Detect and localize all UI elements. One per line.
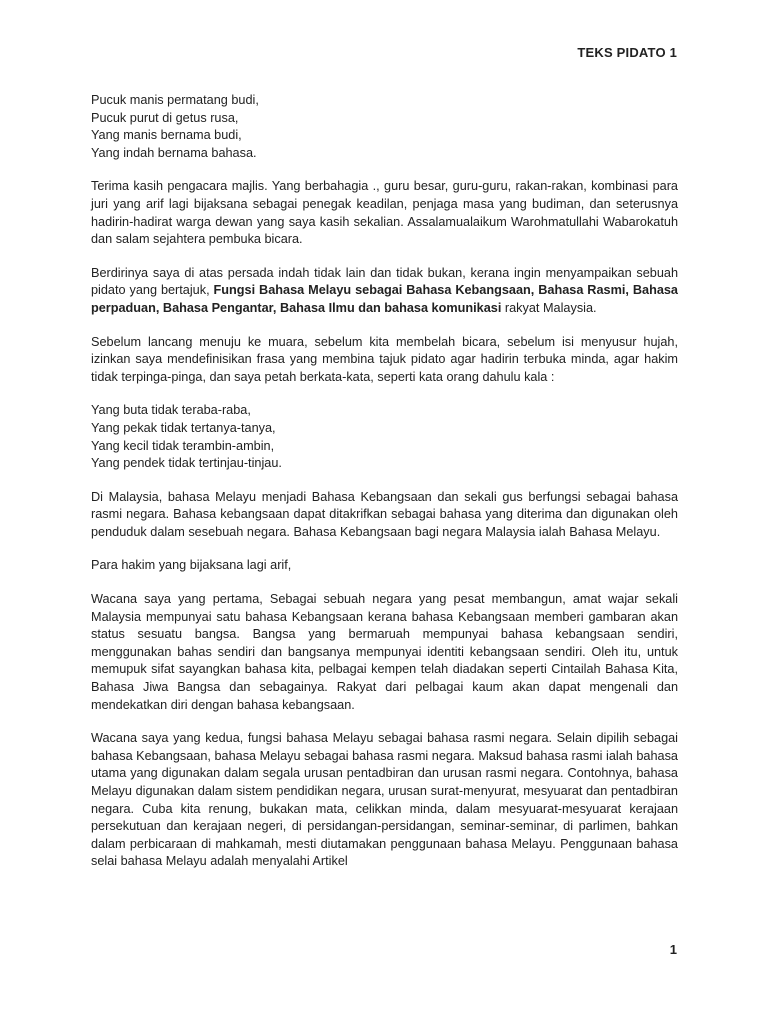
paragraph-text: Berdirinya saya di atas persada indah tidak lain dan tidak bukan, kerana ingin menyampaikan sebuah pidato yang bertajuk,	[91, 265, 678, 298]
second-pantun	[91, 402, 678, 472]
poem-line: Pucuk manis permatang budi,	[91, 93, 259, 107]
paragraph-point-two: Wacana saya yang kedua, fungsi bahasa Melayu sebagai bahasa rasmi negara. Selain dipilih sebagai bahasa Kebangsaan, bahasa Melayu sebagai bahasa rasmi negara. Maksud bahasa rasmi ialah bahasa utama yang digunakan dalam segala urusan pentadbiran dan urusan rasmi negara. Contohnya, bahasa Melayu digunakan dalam sistem pendidikan negara, urusan surat-menyurat, mesyuarat dan pentadbiran negara. Cuba kita renung, bukakan mata, celikkan minda, dalam mesyuarat-mesyuarat kerajaan persekutuan dan kerajaan negeri, di persidangan-persidangan, seminar-seminar, di parlimen, bahkan dalam perbicaraan di mahkamah, mesti diutamakan penggunaan bahasa Melayu. Penggunaan bahasa selai bahasa Melayu adalah menyalahi Artikel	[91, 731, 678, 869]
paragraph-text: rakyat Malaysia.	[501, 300, 597, 315]
paragraph-definition-intro: Sebelum lancang menuju ke muara, sebelum kita membelah bicara, sebelum isi menyusur hujah, izinkan saya mendefinisikan frasa yang membina tajuk pidato agar hadirin terbuka minda, agar hakim tidak terpinga-pinga, dan saya petah berkata-kata, seperti kata orang dahulu kala :	[91, 334, 678, 384]
speech-title: Fungsi Bahasa Melayu sebagai Bahasa Kebangsaan, Bahasa Rasmi, Bahasa perpaduan, Bahasa Pengantar, Bahasa Ilmu dan bahasa komunikasi	[91, 283, 678, 315]
paragraph-address-judges: Para hakim yang bijaksana lagi arif,	[91, 558, 292, 573]
document-body	[91, 92, 678, 887]
paragraph-title-intro	[91, 265, 678, 318]
poem-line: Yang buta tidak teraba-raba,	[91, 403, 251, 418]
poem-line: Yang manis bernama budi,	[91, 128, 242, 143]
poem-line: Yang kecil tidak terambin-ambin,	[91, 438, 275, 453]
page-header-title: TEKS PIDATO 1	[577, 45, 677, 60]
opening-pantun	[91, 92, 678, 162]
poem-line: Pucuk purut di getus rusa,	[91, 110, 239, 125]
paragraph-definition: Di Malaysia, bahasa Melayu menjadi Bahasa Kebangsaan dan sekali gus berfungsi sebagai bahasa rasmi negara. Bahasa kebangsaan dapat ditakrifkan sebagai bahasa yang diterima dan digunakan oleh penduduk dalam sesebuah negara. Bahasa Kebangsaan bagi negara Malaysia ialah Bahasa Melayu.	[91, 489, 678, 539]
page-number: 1	[669, 942, 677, 957]
poem-line: Yang pendek tidak tertinjau-tinjau.	[91, 456, 282, 471]
poem-line: Yang indah bernama bahasa.	[91, 145, 257, 160]
poem-line: Yang pekak tidak tertanya-tanya,	[91, 420, 276, 435]
paragraph-greeting: Terima kasih pengacara majlis. Yang berbahagia ., guru besar, guru-guru, rakan-rakan, kombinasi para juri yang arif lagi bijaksana sebagai penegak keadilan, penjaga masa yang budiman, dan seterusnya hadirin-hadirat warga dewan yang saya kasih sekalian. Assalamualaikum Warohmatullahi Wabarokatuh dan salam sejahtera pembuka bicara.	[91, 179, 678, 247]
paragraph-point-one: Wacana saya yang pertama, Sebagai sebuah negara yang pesat membangun, amat wajar sekali Malaysia mempunyai satu bahasa Kebangsaan kerana bahasa Kebangsaan memberi gambaran akan status sesuatu bangsa. Bangsa yang bermaruah mempunyai bahasa kebangsaan sendiri, menggunakan bahas sendiri dan bangsanya mempunyai identiti kebangsaan sendiri. Oleh itu, untuk memupuk sifat sayangkan bahasa kita, pelbagai kempen telah diadakan seperti Cintailah Bahasa Kita, Bahasa Jiwa Bangsa dan sebagainya. Rakyat dari pelbagai kaum akan dapat mengenali dan mendekatkan diri dengan bahasa kebangsaan.	[91, 592, 678, 712]
